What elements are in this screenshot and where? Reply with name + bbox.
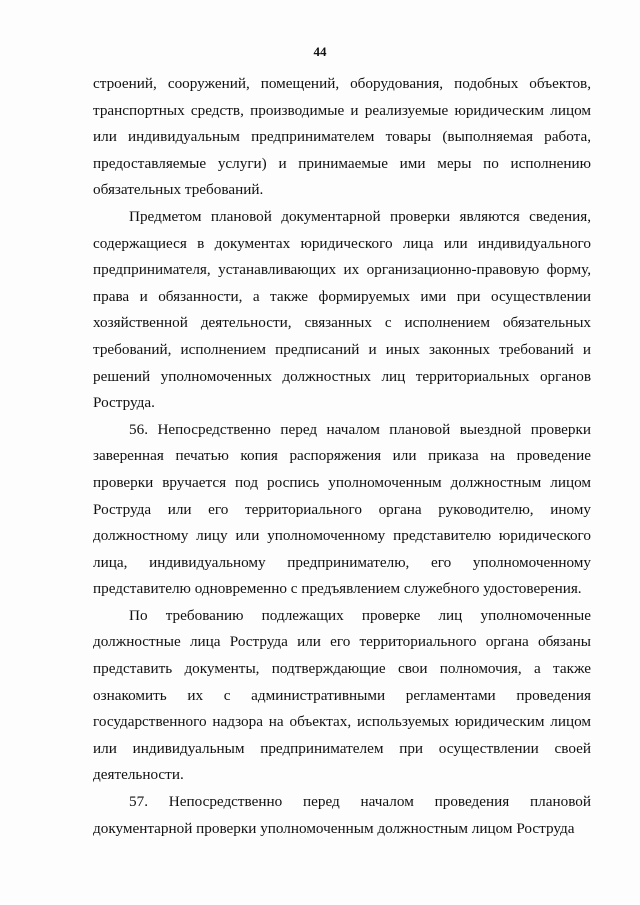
paragraph-continuation: строений, сооружений, помещений, оборудования, подобных объектов, транспортных средств, производимые и реализуемые юридическим лицом или индивидуальным предпринимателем товары (выполняемая работа, предоставляемые услуги) и принимаемые ими меры по исполнению обязательных требований. <box>93 75 591 199</box>
paragraph-57: 57. Непосредственно перед началом проведения плановой документарной проверки уполномоченным должностным лицом Роструда <box>93 793 591 837</box>
document-body <box>93 71 591 842</box>
page-number: 44 <box>313 44 327 59</box>
paragraph-subject-of-inspection: Предметом плановой документарной проверки являются сведения, содержащиеся в документах юридического лица или индивидуального предпринимателя, устанавливающих их организационно-правовую форму, права и обязанности, а также формируемых ими при осуществлении хозяйственной деятельности, связанных с исполнением обязательных требований, исполнением предписаний и иных законных требований и решений уполномоченных должностных лиц территориальных органов Роструда. <box>93 207 591 412</box>
paragraph-credentials: По требованию подлежащих проверке лиц уполномоченные должностные лица Роструда или его территориального органа обязаны представить документы, подтверждающие свои полномочия, а также ознакомить их с административными регламентами проведения государственного надзора на объектах, используемых юридическим лицом или индивидуальным предпринимателем при осуществлении своей деятельности. <box>93 606 591 784</box>
paragraph-56: 56. Непосредственно перед началом плановой выездной проверки заверенная печатью копия распоряжения или приказа на проведение проверки вручается под роспись уполномоченным должностным лицом Роструда или его территориального органа руководителю, иному должностному лицу или уполномоченному представителю юридического лица, индивидуальному предпринимателю, его уполномоченному представителю одновременно с предъявлением служебного удостоверения. <box>93 420 591 598</box>
